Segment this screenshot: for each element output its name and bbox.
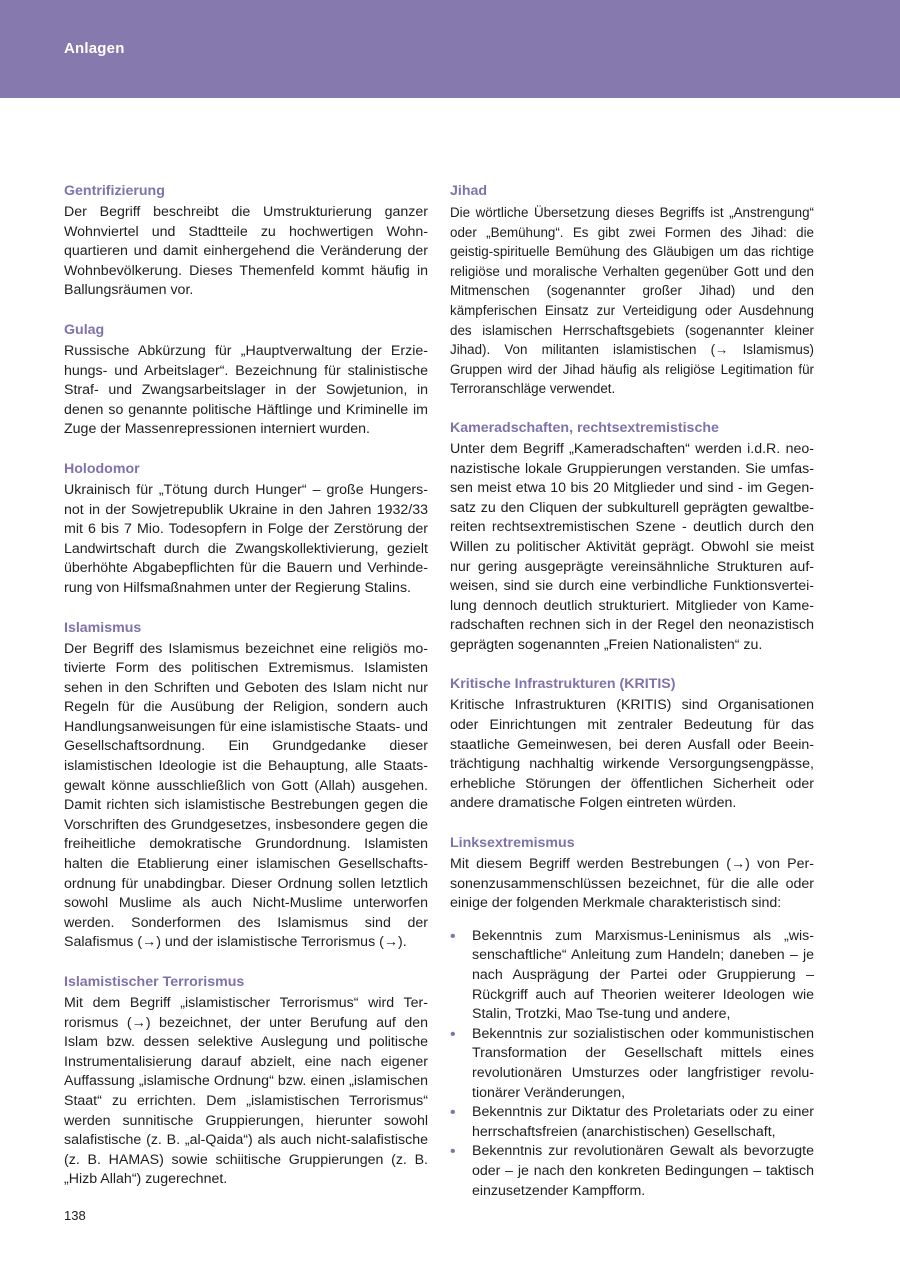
bullet-icon: • [450,927,456,945]
glossary-definition: Kritische Infrastrukturen (KRITIS) sind Organisationen oder Einrichtungen mit zentraler Bedeutung für das staatliche Gemeinwesen, bei deren Ausfall oder Beeinträchtigung nachhaltig wirkende Versorgungsengpässe, erhebliche Störungen der öffentlichen Sicherheit oder andere dramatische Folgen eintreten würden. [450,697,814,812]
bullet-icon: • [450,1025,456,1043]
glossary-definition: Russische Abkürzung für „Hauptverwaltung der Erziehungs- und Arbeitslager“. Bezeichnung für stalinistische Straf- und Zwangsarbeitslager in der Sowjetunion, in denen so genannte politische Häftlinge und Kriminelle im Zuge der Massenrepressionen interniert wurden. [64,342,428,438]
bullet-icon: • [450,1143,456,1161]
glossary-definition: Mit dem Begriff „islamistischer Terrorismus“ wird Terrorismus (→) bezeichnet, der unter Berufung auf den Islam bzw. dessen selektive Auslegung und politische Instrumentalisierung darauf abzielt, eine nach eigener Auffassung „islamische Ordnung“ bzw. einen „islamischen Staat“ zu errichten. Dem „islamistischen Terrorismus“ werden sunnitische Gruppierungen, hierunter sowohl salafistische (z. B. „al-Qaida“) als auch nicht-salafistische (z. B. HAMAS) sowie schiitische Gruppierungen (z. B. „Hizb Allah“) zugerechnet. [64,995,428,1188]
glossary-term: Gulag [64,321,105,338]
list-item [450,1025,814,1103]
header-band [0,0,900,98]
list-item-text: Bekenntnis zur revolutionären Gewalt als bevorzugte oder – je nach den konkreten Bedingungen – taktisch einzusetzender Kampfform. [472,1143,814,1199]
bullet-icon: • [450,1104,456,1122]
glossary-entry-kritis [450,674,814,814]
glossary-entry-linksextremismus [450,833,814,1201]
glossary-definition: Der Begriff des Islamismus bezeichnet eine religiös motivierte Form des politischen Extremismus. Islamisten sehen in den Schriften und Geboten des Islam nicht nur Regeln für die Ausübung der Religion, sondern auch Handlungsanweisungen für eine islamistische Staats- und Gesellschaftsordnung. Ein Grundgedanke dieser islamistischen Ideologie ist die Behauptung, alle Staatsgewalt könne ausschließlich von Gott (Allah) ausgehen. Damit richten sich islamistische Bestrebungen gegen die Vorschriften des Grundgesetzes, insbesondere gegen die freiheitliche demokratische Grundordnung. Islamisten halten die Etablierung einer islamischen Gesellschaftsordnung für unabdingbar. Dieser Ordnung sollen letztlich sowohl Muslime als auch Nicht-Muslime unterworfen werden. Sonderformen des Islamismus sind der Salafismus (→) und der islamistische Terrorismus (→). [64,640,428,951]
glossary-entry-gentrifizierung [64,181,428,301]
glossary-definition: Der Begriff beschreibt die Umstrukturierung ganzer Wohnviertel und Stadtteile zu hochwertigen Wohnquartieren und damit einhergehend die Veränderung der Wohnbevölkerung. Dieses Themenfeld kommt häufig in Ballungsräumen vor. [64,204,428,299]
right-column [450,181,814,1220]
glossary-term: Gentrifizierung [64,183,165,199]
glossary-term: Kritische Infrastrukturen (KRITIS) [450,676,676,693]
glossary-term: Jihad [450,183,488,199]
list-item-text: Bekenntnis zur sozialistischen oder kommunistischen Transformation der Gesellschaft mittels eines revolutionären Umsturzes oder langfristiger revolutionärer Veränderungen, [472,1025,814,1101]
glossary-entry-kameradschaften [450,418,814,656]
glossary-definition: Ukrainisch für „Tötung durch Hunger“ – große Hungersnot in der Sowjetrepublik Ukraine in den Jahren 1932/33 mit 6 bis 7 Mio. Todesopfern in Folge der Zerstörung der Landwirtschaft durch die Zwangskollektivierung, gezielt überhöhte Abgabepflichten für die Bauern und Verhinderung von Hilfsmaßnahmen unter der Regierung Stalins. [64,481,428,596]
glossary-term: Linksextremismus [450,835,575,852]
page-number: 138 [64,1208,86,1223]
list-item [450,927,814,1025]
list-item-text: Bekenntnis zur Diktatur des Proletariats oder zu einer herrschaftsfreien (anarchistischen) Gesellschaft, [472,1104,814,1140]
section-title: Anlagen [64,40,125,57]
glossary-entry-jihad [450,181,814,399]
left-column [64,181,428,1209]
glossary-definition: Die wörtliche Übersetzung dieses Begriffs ist „Anstrengung“ oder „Bemühung“. Es gibt zwei Formen des Jihad: die geistig-spirituelle Bemühung des Gläubigen um das richtige religiöse und moralische Verhalten gegenüber Gott und den Mitmenschen (sogenannter großer Jihad) und den kämpferischen Einsatz zur Verteidigung oder Ausdehnung des islamischen Herrschaftsgebiets (sogenannter kleiner Jihad). Von militanten islamistischen (→ Islamismus) Gruppen wird der Jihad häufig als religiöse Legitimation für Terroranschläge verwendet. [450,205,814,397]
glossary-definition: Unter dem Begriff „Kameradschaften“ werden i.d.R. neonazistische lokale Gruppierungen verstanden. Sie umfassen meist etwa 10 bis 20 Mitglieder und sind - im Gegensatz zu den Cliquen der subkulturell geprägten gewaltbereiten rechtsextremistischen Szene - deutlich durch den Willen zu politischer Aktivität geprägt. Obwohl sie meist nur gering ausgeprägte vereinsähnliche Strukturen aufweisen, sind sie durch eine verbindliche Funktionsverteilung dennoch deutlich strukturiert. Mitglieder von Kameradschaften rechnen sich in der Regel den neonazistisch geprägten sogenannten „Freien Nationalisten“ zu. [450,440,814,653]
list-item [450,1103,814,1142]
criteria-list [450,927,814,1201]
glossary-definition: Mit diesem Begriff werden Bestrebungen (→) von Personenzusammenschlüssen bezeichnet, für die alle oder einige der folgenden Merkmale charakteristisch sind: [450,856,814,912]
glossary-entry-islamismus [64,618,428,954]
glossary-term: Islamismus [64,619,142,636]
glossary-entry-islamistischer-terrorismus [64,972,428,1190]
glossary-entry-gulag [64,320,428,440]
glossary-term: Kameradschaften, rechtsextremistische [450,419,719,436]
glossary-term: Holodomor [64,460,140,477]
glossary-entry-holodomor [64,459,428,599]
list-item-text: Bekenntnis zum Marxismus-Leninismus als „wissenschaftliche“ Anleitung zum Handeln; daneben – je nach Ausprägung der Partei oder Gruppierung –Rückgriff auch auf Theorien weiterer Ideologen wie Stalin, Trotzki, Mao Tse-tung und andere, [472,927,814,1023]
list-item [450,1142,814,1201]
glossary-term: Islamistischer Terrorismus [64,974,245,990]
